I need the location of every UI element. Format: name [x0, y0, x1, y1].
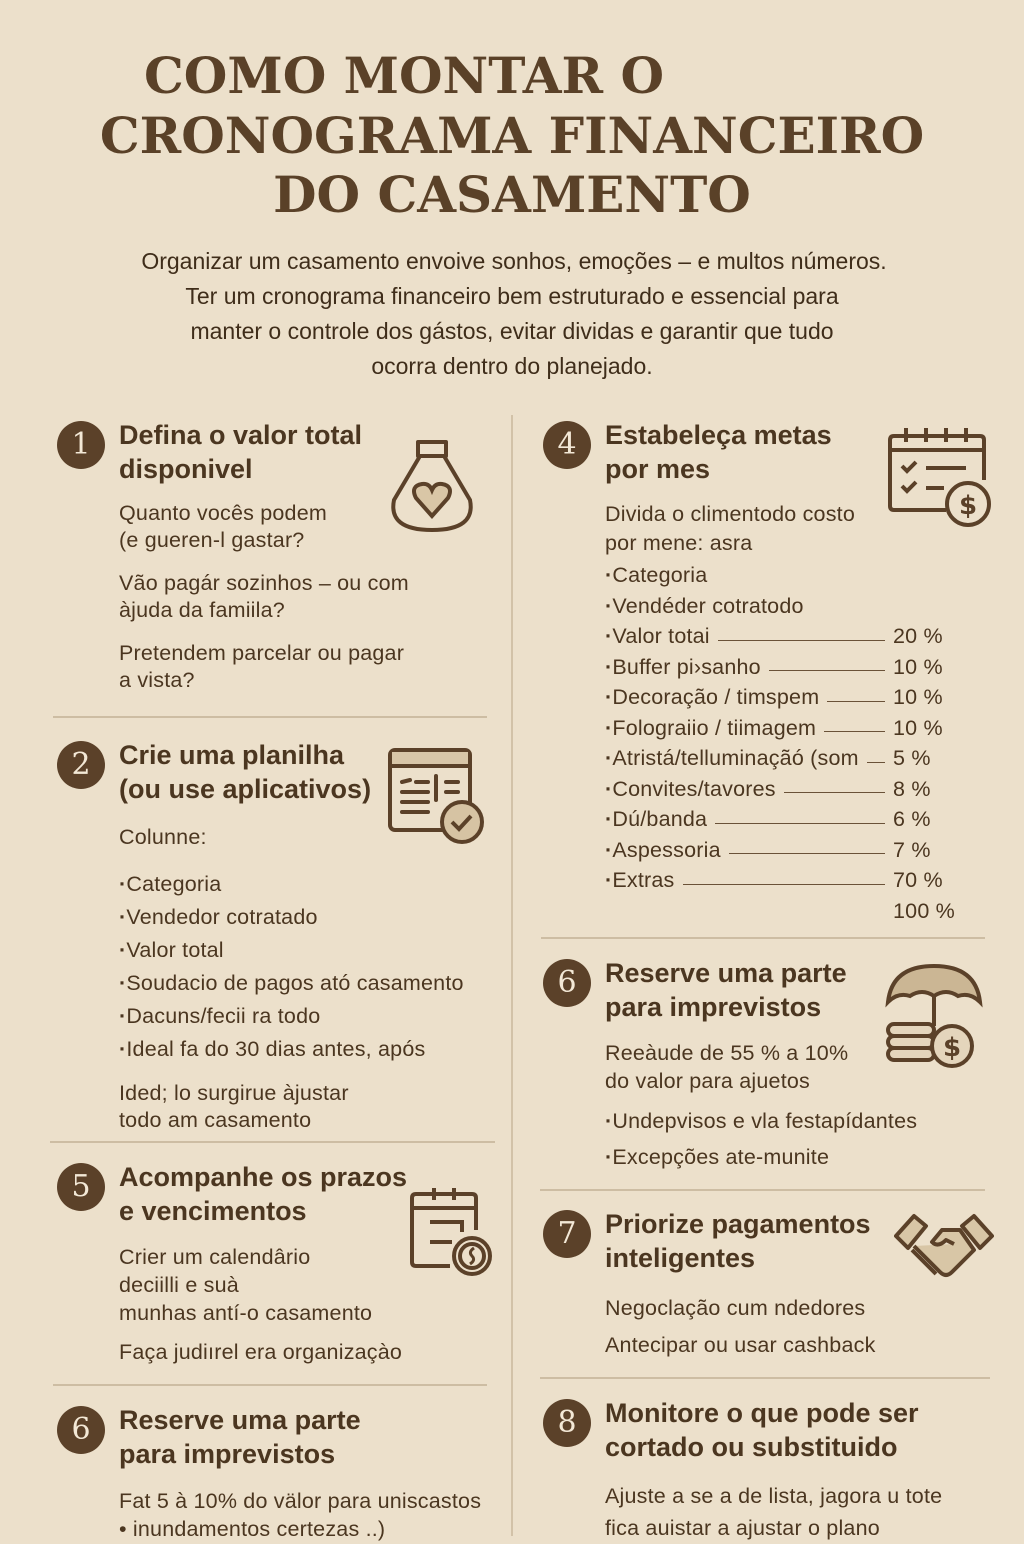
budget-label: · Convites/tavores [605, 774, 776, 805]
budget-label: · Extras [605, 865, 675, 896]
paragraph-line: Antecipar ou usar cashback [605, 1333, 876, 1357]
budget-row [605, 743, 941, 774]
step-content [605, 1396, 942, 1544]
step-title-line: Monitore o que pode ser [605, 1398, 919, 1428]
step-bullet-list [605, 1103, 917, 1175]
step-number-badge: 6 [543, 959, 591, 1007]
intro-line: manter o controle dos gástos, evitar dividas e garantir que tudo [190, 318, 834, 344]
leader-line [784, 792, 885, 793]
paragraph-line: a vista? [119, 668, 195, 692]
step-number-badge: 4 [543, 421, 591, 469]
step-title-line: disponivel [119, 454, 253, 484]
step-number-badge: 7 [543, 1210, 591, 1258]
paragraph-line: por mene: asra [605, 531, 753, 555]
intro-line: Organizar um casamento envoive sonhos, emoções – e multos números. [141, 248, 887, 274]
step-content [119, 418, 409, 694]
step-paragraph [119, 640, 409, 694]
paragraph-line: Ided; lo surgirue àjustar [119, 1081, 349, 1105]
budget-breakdown [605, 560, 955, 926]
budget-row [605, 621, 941, 652]
budget-row [605, 591, 941, 622]
budget-percent: 5 % [893, 746, 931, 770]
title-line-2: CRONOGRAMA FINANCEIRO [99, 106, 925, 165]
bullet-item: · Vendedor cotratado [119, 901, 464, 934]
paragraph-line: Reeàude de 55 % a 10% [605, 1041, 849, 1065]
step-title-line: Reserve uma parte [605, 958, 847, 988]
budget-label: · Buffer pi›sanho [605, 652, 761, 683]
step-title-line: por mes [605, 454, 711, 484]
bullet-item: · Undepvisos e vla festapídantes [605, 1103, 917, 1139]
handshake-icon [894, 1196, 994, 1292]
leader-line [718, 640, 885, 641]
step-title-line: Crie uma planilha [119, 740, 345, 770]
step-paragraph [119, 1338, 407, 1366]
budget-row [605, 652, 941, 683]
section-divider [540, 1377, 990, 1379]
budget-percent: 10 % [893, 654, 943, 679]
budget-row [605, 713, 941, 744]
title-line-1: COMO MONTAR O [144, 46, 665, 105]
paragraph-line: Ajuste a se a de lista, jagora u tote [605, 1484, 943, 1508]
bullet-item: · Ideal fa do 30 dias antes, após [119, 1033, 464, 1066]
money-bag-heart-icon [388, 438, 476, 534]
budget-label: · Folograiio / tiimagem [605, 713, 816, 744]
step-title-line: para imprevistos [605, 992, 822, 1022]
paragraph-line: fica auistar a ajustar o plano [605, 1516, 880, 1540]
paragraph-line: deciilli e suà [119, 1273, 239, 1297]
budget-row [605, 804, 941, 835]
bullet-item: · Excepções ate-munite [605, 1139, 917, 1175]
intro-line: ocorra dentro do planejado. [371, 353, 653, 379]
budget-label: · Dú/banda [605, 804, 707, 835]
budget-label: · Valor totai [605, 621, 710, 652]
step-title-line: Reserve uma parte [119, 1405, 361, 1435]
step-title-line: cortado ou substituido [605, 1432, 898, 1462]
leader-line [827, 701, 885, 702]
budget-row [605, 682, 941, 713]
step-paragraph [119, 500, 409, 554]
step-paragraph [605, 1480, 942, 1544]
svg-text:$: $ [942, 1033, 962, 1063]
budget-label: · Vendéder cotratodo [605, 591, 804, 622]
budget-total: 100 % [893, 898, 955, 923]
budget-label: · Aspessoria [605, 835, 721, 866]
step-section-5 [55, 1160, 407, 1366]
step-bullet-list [119, 868, 464, 1066]
budget-percent: 8 % [893, 776, 931, 801]
step-title-line: Estabeleça metas [605, 420, 832, 450]
section-divider [53, 1384, 487, 1386]
step-section-8 [541, 1396, 942, 1544]
step-number-badge: 6 [57, 1406, 105, 1454]
leader-line [683, 884, 885, 885]
calendar-money-icon [410, 1186, 494, 1278]
umbrella-coins-icon [884, 962, 984, 1074]
step-number-badge: 5 [57, 1163, 105, 1211]
step-paragraph [119, 1080, 464, 1134]
step-paragraph [605, 1290, 876, 1364]
step-title-line: e vencimentos [119, 1196, 307, 1226]
step-title-line: Defina o valor total [119, 420, 363, 450]
step-number-badge: 8 [543, 1399, 591, 1447]
step-content [605, 1207, 876, 1364]
step-paragraph [119, 1487, 481, 1543]
step-content [119, 1160, 407, 1366]
bullet-item: · Soudacio de pagos ató casamento [119, 967, 464, 1000]
bullet-item: · Dacuns/fecii ra todo [119, 1000, 464, 1033]
budget-percent: 7 % [893, 837, 931, 862]
budget-percent: 70 % [893, 868, 943, 892]
step-section-1 [55, 418, 409, 694]
step-section-6 [541, 956, 917, 1175]
paragraph-line: Crier um calendârio [119, 1245, 311, 1269]
bullet-item: · Categoria [119, 868, 464, 901]
step-title-line: inteligentes [605, 1243, 756, 1273]
leader-line [715, 823, 885, 824]
step-content [605, 956, 917, 1175]
bullet-item: · Valor total [119, 934, 464, 967]
budget-percent: 20 % [893, 624, 943, 648]
step-title-line: para imprevistos [119, 1439, 336, 1469]
section-divider [50, 1141, 495, 1143]
budget-label: · Categoria [605, 560, 707, 591]
budget-percent: 10 % [893, 715, 943, 740]
paragraph-line: do valor para ajuetos [605, 1069, 810, 1093]
budget-row [605, 560, 941, 591]
paragraph-line: todo am casamento [119, 1108, 312, 1132]
paragraph-line: Faça judiırel era organizaçào [119, 1340, 403, 1364]
step-section-4 [541, 418, 955, 926]
leader-line [729, 853, 885, 854]
paragraph-line: Negoclação cum ndedores [605, 1296, 866, 1320]
leader-line [824, 731, 885, 732]
intro-line: Ter um cronograma financeiro bem estruturado e essencial para [185, 283, 839, 309]
paragraph-line: Quanto vocês podem [119, 501, 327, 525]
budget-percent: 10 % [893, 685, 943, 709]
paragraph-line: Vão pagár sozinhos – ou com [119, 571, 409, 595]
step-title-line: Acompanhe os prazos [119, 1162, 408, 1192]
step-paragraph [605, 1039, 917, 1095]
paragraph-line: Colunne: [119, 825, 207, 849]
step-section-7 [541, 1207, 876, 1364]
leader-line [769, 670, 885, 671]
svg-text:$: $ [958, 491, 978, 521]
leader-line [867, 762, 885, 763]
section-divider [541, 937, 985, 939]
budget-row [605, 774, 941, 805]
step-content [119, 1403, 481, 1543]
budget-label: · Atristá/telluminaçãó (som [605, 743, 859, 774]
step-title-line: Priorize pagamentos [605, 1209, 871, 1239]
paragraph-line: àjuda da famiila? [119, 598, 285, 622]
budget-label: · Decoração / timspem [605, 682, 819, 713]
section-divider [53, 716, 487, 718]
budget-row [605, 865, 941, 896]
calendar-checklist-dollar-icon [886, 426, 994, 530]
paragraph-line: • inundamentos certezas ..) [119, 1517, 386, 1541]
paragraph-line: munhas antí-o casamento [119, 1301, 373, 1325]
step-section-6 [55, 1403, 481, 1543]
paragraph-line: (e gueren-l gastar? [119, 528, 305, 552]
step-number-badge: 1 [57, 421, 105, 469]
step-title-line: (ou use aplicativos) [119, 774, 372, 804]
column-divider [511, 415, 513, 1536]
paragraph-line: Divida o climentodo costo [605, 502, 855, 526]
title-line-3: DO CASAMENTO [273, 165, 751, 224]
step-paragraph [119, 1243, 407, 1327]
step-number-badge: 2 [57, 741, 105, 789]
step-paragraph [119, 570, 409, 624]
paragraph-line: Fat 5 à 10% do välor para uniscastos [119, 1489, 482, 1513]
spreadsheet-check-icon [388, 748, 486, 844]
paragraph-line: Pretendem parcelar ou pagar [119, 641, 405, 665]
budget-row [605, 835, 941, 866]
section-divider [540, 1189, 985, 1191]
budget-total-row [605, 896, 955, 927]
budget-percent: 6 % [893, 807, 931, 831]
